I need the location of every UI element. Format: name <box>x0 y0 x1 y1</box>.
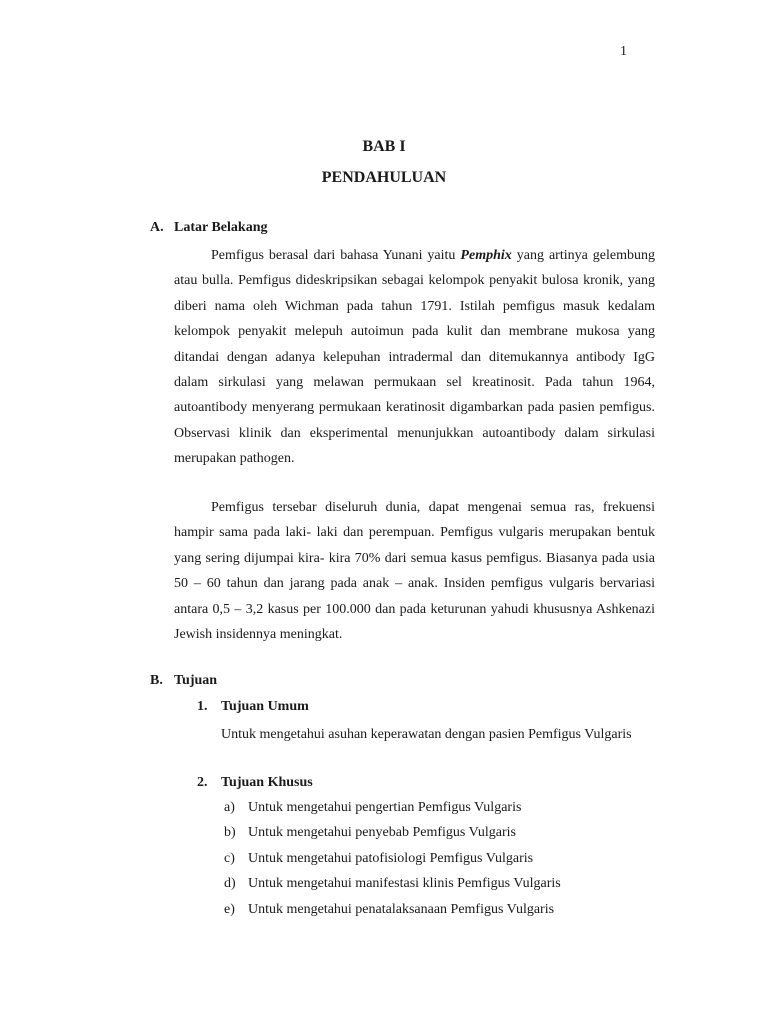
paragraph-background-2 <box>174 495 655 647</box>
list-item-text: Untuk mengetahui patofisiologi Pemfigus Vulgaris <box>248 851 534 866</box>
subheading-2-number: 2. <box>197 775 208 790</box>
list-item-text: Untuk mengetahui penyebab Pemfigus Vulgaris <box>248 825 516 840</box>
section-a-letter: A. <box>150 220 164 235</box>
list-item-marker: e) <box>224 902 235 917</box>
list-item-marker: a) <box>224 800 235 815</box>
subheading-1-title: Tujuan Umum <box>221 699 309 714</box>
section-b-letter: B. <box>150 673 163 688</box>
paragraph-1-rest: yang artinya gelembung atau bulla. Pemfigus dideskripsikan sebagai kelompok penyakit bulosa kronik, yang diberi nama oleh Wichman pada tahun 1791. Istilah pemfigus masuk kedalam kelompok penyakit melepuh autoimun pada kulit dan membrane mukosa yang ditandai dengan adanya kelepuhan intradermal dan ditemukannya antibody IgG dalam sirkulasi yang melawan permukaan sel kreatinosit. Pada tahun 1964, autoantibody menyerang permukaan keratinosit digambarkan pada pasien pemfigus. Observasi klinik dan eksperimental menunjukkan autoantibody dalam sirkulasi merupakan pathogen. <box>174 248 655 467</box>
section-b-title: Tujuan <box>174 673 218 688</box>
paragraph-2-text: Pemfigus tersebar diseluruh dunia, dapat mengenai semua ras, frekuensi hampir sama pada laki- laki dan perempuan. Pemfigus vulgaris merupakan bentuk yang sering dijumpai kira- kira 70% dari semua kasus pemfigus. Biasanya pada usia 50 – 60 tahun dan jarang pada anak – anak. Insiden pemfigus vulgaris bervariasi antara 0,5 – 3,2 kasus per 100.000 dan pada keturunan yahudi khususnya Ashkenazi Jewish insidennya meningkat. <box>174 500 655 643</box>
chapter-label: BAB I <box>362 138 406 155</box>
tujuan-umum-text: Untuk mengetahui asuhan keperawatan dengan pasien Pemfigus Vulgaris <box>221 727 632 742</box>
list-item-text: Untuk mengetahui pengertian Pemfigus Vulgaris <box>248 800 522 815</box>
subheading-1-number: 1. <box>197 699 208 714</box>
list-item-marker: d) <box>224 876 236 891</box>
subheading-2-title: Tujuan Khusus <box>221 775 313 790</box>
list-item-text: Untuk mengetahui manifestasi klinis Pemfigus Vulgaris <box>248 876 561 891</box>
section-a-title: Latar Belakang <box>174 220 268 235</box>
term-pemphix: Pemphix <box>460 248 512 263</box>
page-number: 1 <box>620 44 627 59</box>
list-item-marker: b) <box>224 825 236 840</box>
chapter-title: PENDAHULUAN <box>321 169 447 186</box>
paragraph-1-lead: Pemfigus berasal dari bahasa Yunani yaitu <box>211 248 461 263</box>
paragraph-background-1 <box>174 243 655 472</box>
list-item-marker: c) <box>224 851 235 866</box>
list-item-text: Untuk mengetahui penatalaksanaan Pemfigus Vulgaris <box>248 902 555 917</box>
